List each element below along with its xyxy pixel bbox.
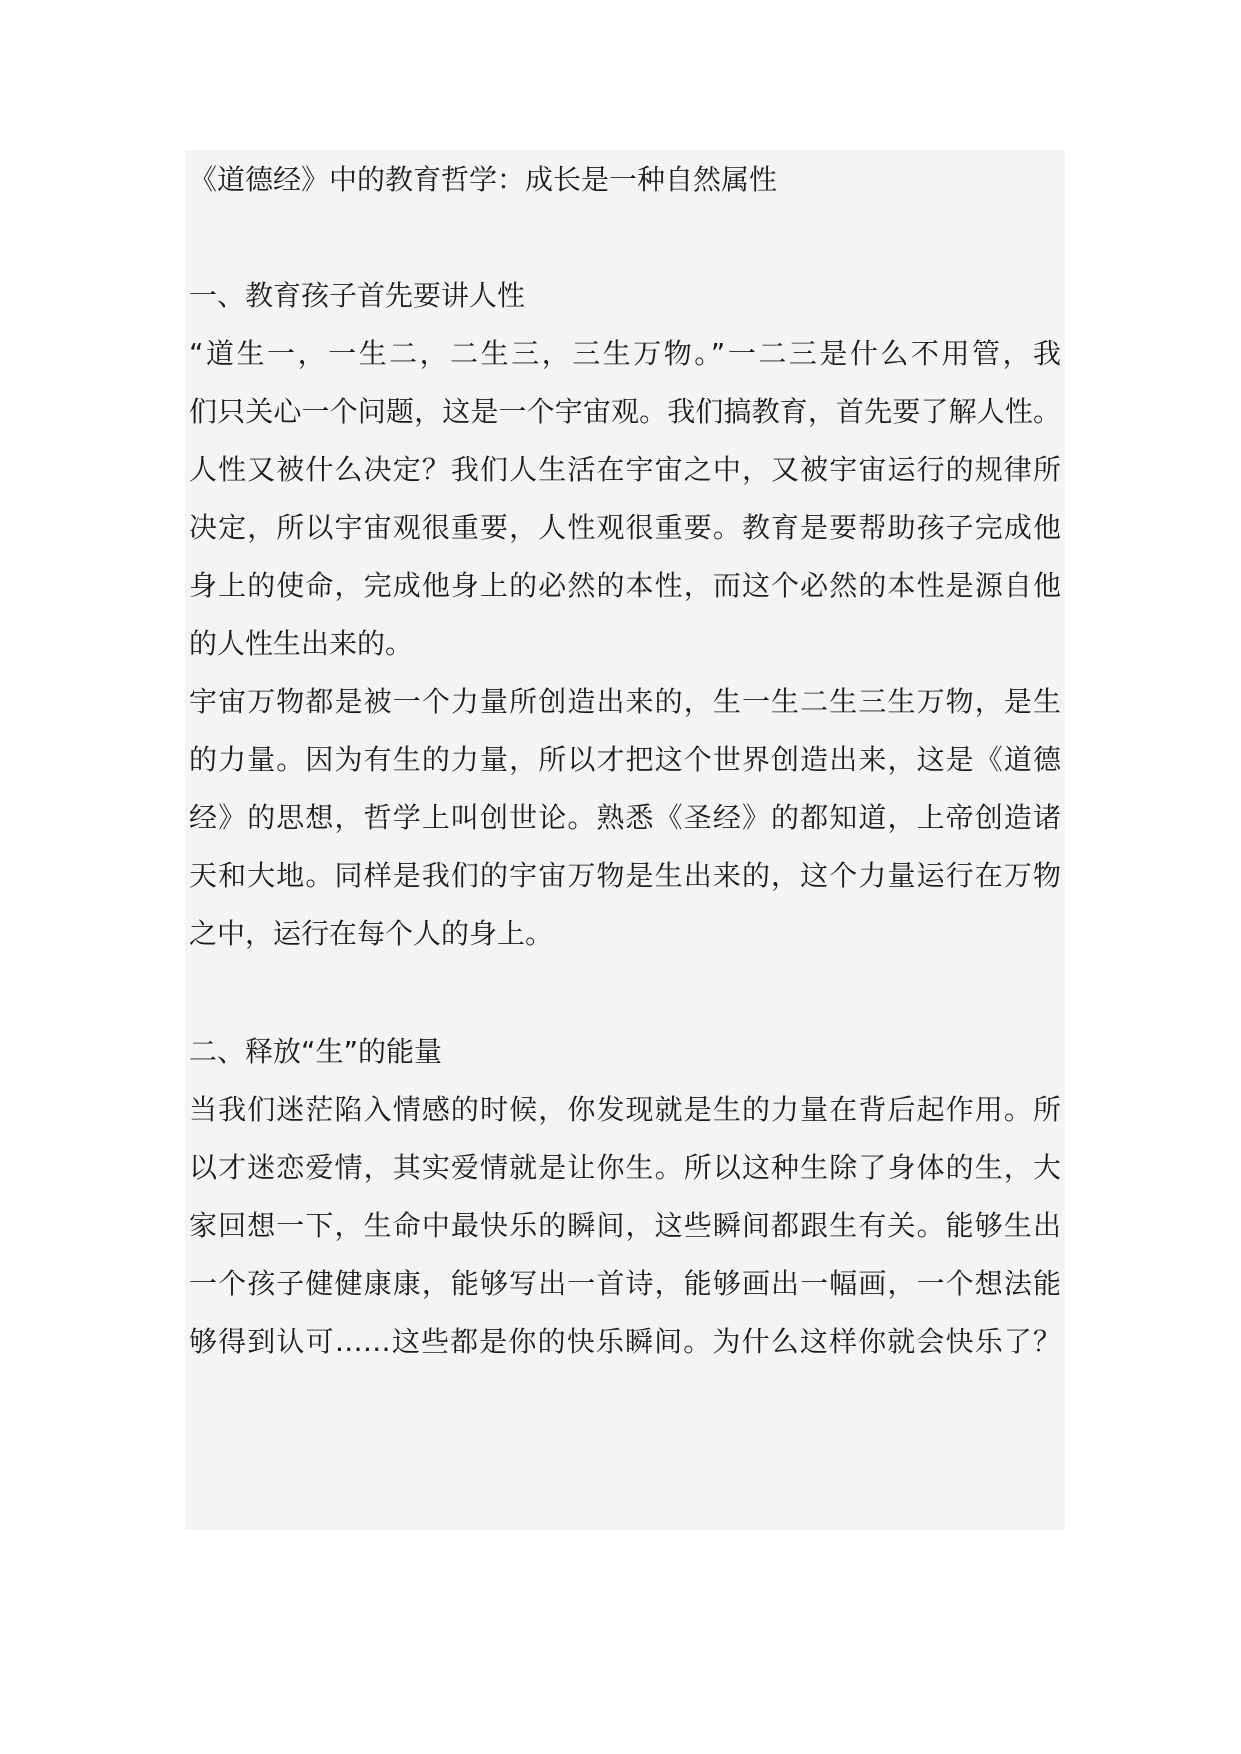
paragraph-line: 以才迷恋爱情，其实爱情就是让你生。所以这种生除了身体的生，大 (189, 1151, 1061, 1184)
paragraph-line: 们只关心一个问题，这是一个宇宙观。我们搞教育，首先要了解人性。 (189, 395, 1061, 428)
paragraph-line: “道生一，一生二，二生三，三生万物。”一二三是什么不用管，我 (189, 337, 1061, 370)
section-heading-2: 二、释放“生”的能量 (189, 1035, 443, 1068)
article-block (185, 150, 1065, 1530)
paragraph-line: 之中，运行在每个人的身上。 (189, 917, 554, 950)
paragraph-line: 的力量。因为有生的力量，所以才把这个世界创造出来，这是《道德 (189, 743, 1061, 776)
paragraph-line: 的人性生出来的。 (189, 627, 414, 660)
paragraph-line: 决定，所以宇宙观很重要，人性观很重要。教育是要帮助孩子完成他 (189, 511, 1061, 544)
paragraph-line: 经》的思想，哲学上叫创世论。熟悉《圣经》的都知道，上帝创造诸 (189, 801, 1061, 834)
paragraph-line: 够得到认可……这些都是你的快乐瞬间。为什么这样你就会快乐了？ (189, 1325, 1061, 1358)
section-heading-1: 一、教育孩子首先要讲人性 (189, 279, 526, 312)
paragraph-line: 人性又被什么决定？我们人生活在宇宙之中，又被宇宙运行的规律所 (189, 453, 1061, 486)
paragraph-line: 身上的使命，完成他身上的必然的本性，而这个必然的本性是源自他 (189, 569, 1061, 602)
paragraph-line: 天和大地。同样是我们的宇宙万物是生出来的，这个力量运行在万物 (189, 859, 1061, 892)
page-title: 《道德经》中的教育哲学：成长是一种自然属性 (189, 163, 778, 196)
paragraph-line: 当我们迷茫陷入情感的时候，你发现就是生的力量在背后起作用。所 (189, 1093, 1061, 1126)
paragraph-line: 家回想一下，生命中最快乐的瞬间，这些瞬间都跟生有关。能够生出 (189, 1209, 1061, 1242)
paragraph-line: 一个孩子健健康康，能够写出一首诗，能够画出一幅画，一个想法能 (189, 1267, 1061, 1300)
paragraph-line: 宇宙万物都是被一个力量所创造出来的，生一生二生三生万物，是生 (189, 685, 1061, 718)
